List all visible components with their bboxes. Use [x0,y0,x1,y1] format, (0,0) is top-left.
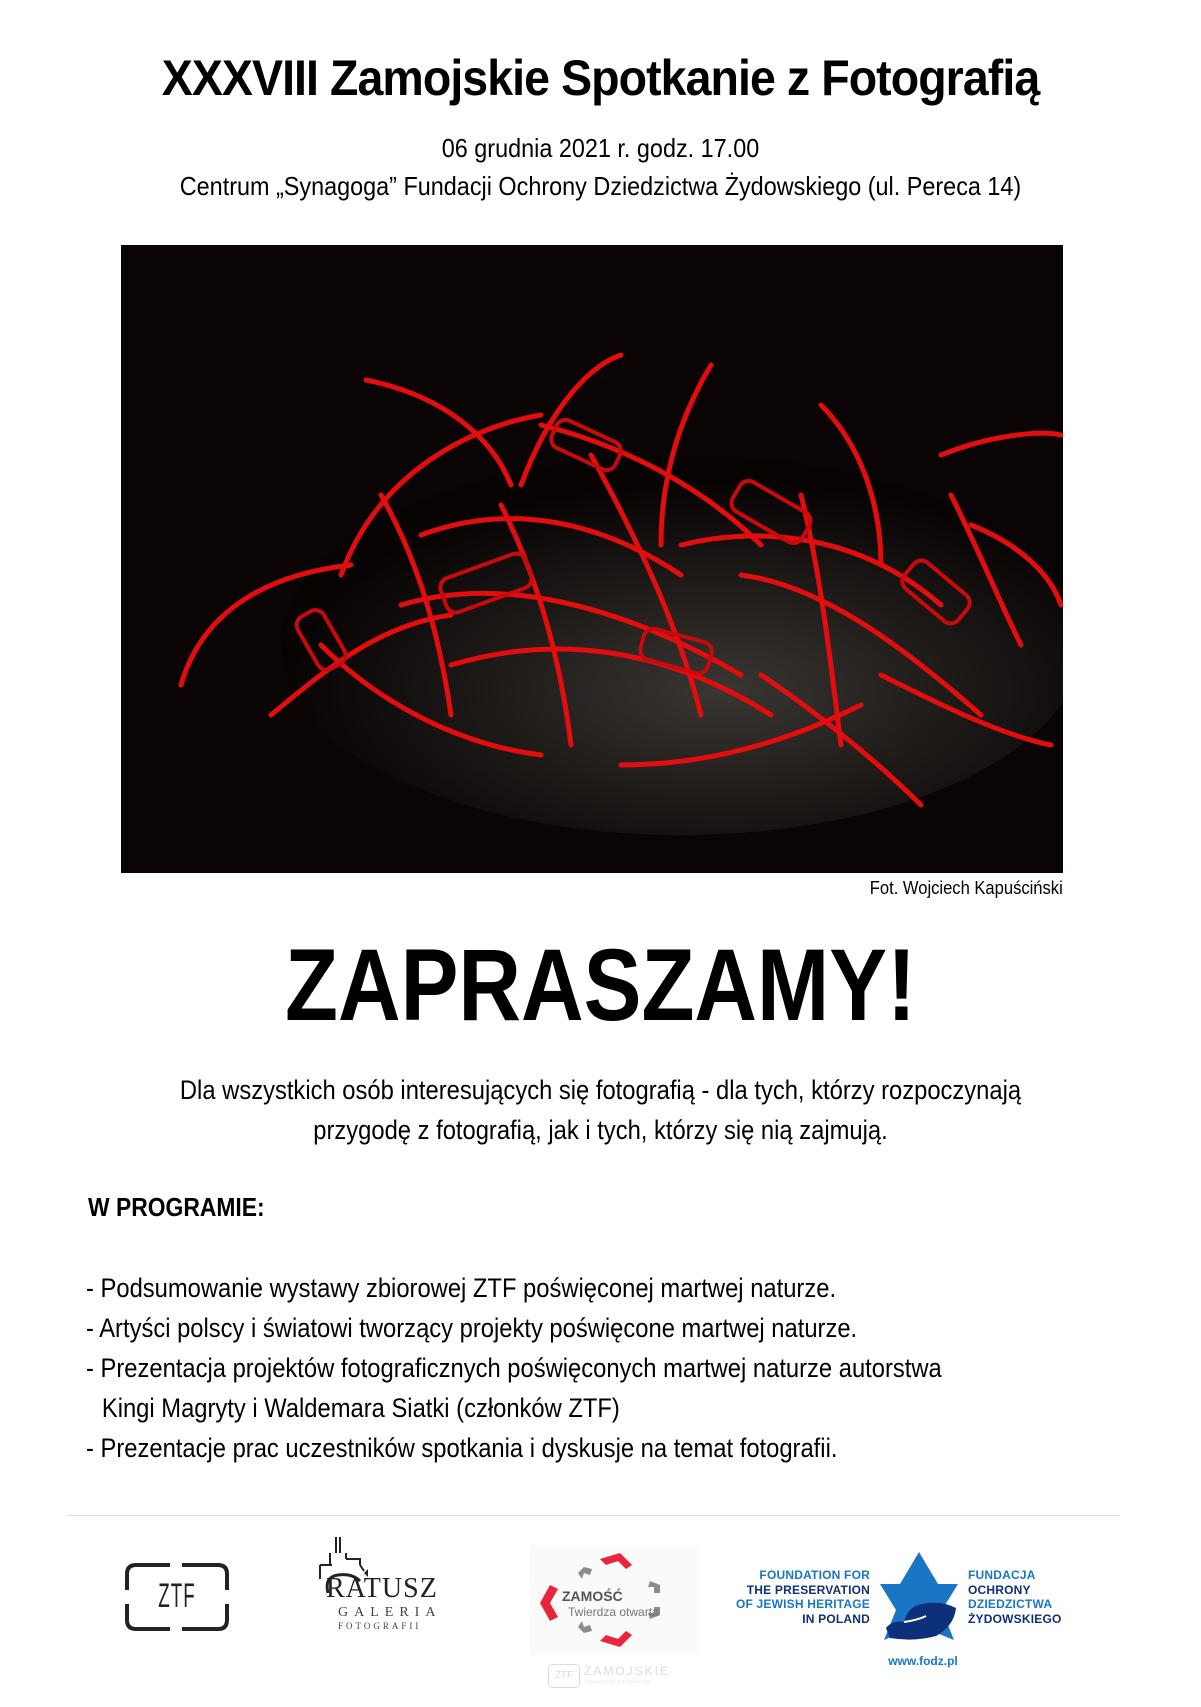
fodz-en-line: IN POLAND [802,1611,870,1626]
invitation-headline: ZAPRASZAMY! [285,928,916,1042]
program-item: - Prezentacje prac uczestników spotkania i dyskusje na temat fotografii. [86,1433,838,1463]
zamosc-tagline: Twierdza otwarta [568,1605,659,1619]
ratusz-title: RATUSZ [326,1573,438,1604]
event-title: XXXVIII Zamojskie Spotkanie z Fotografią [161,50,1040,106]
fodz-en-line: THE PRESERVATION [746,1582,870,1597]
photo-credit: Fot. Wojciech Kapuściński [870,878,1063,898]
zamosc-logo [530,1545,700,1655]
program-item: - Prezentacja projektów fotograficznych poświęconych martwej naturze autorstwa [86,1353,942,1383]
program-item: - Artyści polscy i światowi tworzący projekty poświęcone martwej naturze. [86,1313,858,1343]
fodz-english-name [720,1568,870,1626]
fodz-polish-name [968,1568,1062,1626]
footer-divider [68,1515,1120,1516]
fodz-url[interactable]: www.fodz.pl [888,1654,958,1668]
red-frames-photo [121,245,1063,873]
ztf-logo-text: ZTF [158,1577,196,1615]
zamosc-title: ZAMOŚĆ [562,1588,623,1604]
zamojskie-badge: ZTF [548,1664,580,1688]
ratusz-galeria: GALERIA [338,1605,442,1620]
zamojskie-subtext: TOWARZYSTWO FOTOGRAFICZNE [584,1679,652,1684]
star-of-david-hand-icon [878,1550,960,1646]
fodz-en-line: FOUNDATION FOR [759,1568,870,1582]
ztf-logo [124,1562,230,1632]
fodz-pl-line: OCHRONY [968,1582,1031,1597]
zamojskie-text: ZAMOJSKIE [584,1664,671,1678]
program-list [86,1268,942,1468]
ratusz-logo [318,1535,443,1635]
fodz-pl-line: ŻYDOWSKIEGO [968,1611,1062,1626]
fodz-pl-line: FUNDACJA [968,1568,1036,1582]
program-item-continuation: Kingi Magryty i Waldemara Siatki (członków ZTF) [101,1393,620,1423]
fodz-en-line: OF JEWISH HERITAGE [735,1597,870,1611]
event-date-time: 06 grudnia 2021 r. godz. 17.00 [441,133,760,163]
intro-text [72,1070,1129,1150]
event-venue: Centrum „Synagoga” Fundacji Ochrony Dziedzictwa Żydowskiego (ul. Pereca 14) [179,171,1022,201]
zamojskie-watermark [548,1664,671,1690]
intro-line-2: przygodę z fotografią, jak i tych, którzy się nią zajmują. [313,1115,888,1145]
ratusz-fotografii: FOTOGRAFII [338,1621,422,1631]
program-item: - Podsumowanie wystawy zbiorowej ZTF poświęconej martwej naturze. [86,1273,837,1303]
event-photo [121,245,1063,873]
fodz-pl-line: DZIEDZICTWA [968,1597,1053,1611]
intro-line-1: Dla wszystkich osób interesujących się fotografią - dla tych, którzy rozpoczynają [179,1075,1022,1105]
fodz-logo [730,1550,1070,1680]
program-heading: W PROGRAMIE: [88,1192,265,1222]
